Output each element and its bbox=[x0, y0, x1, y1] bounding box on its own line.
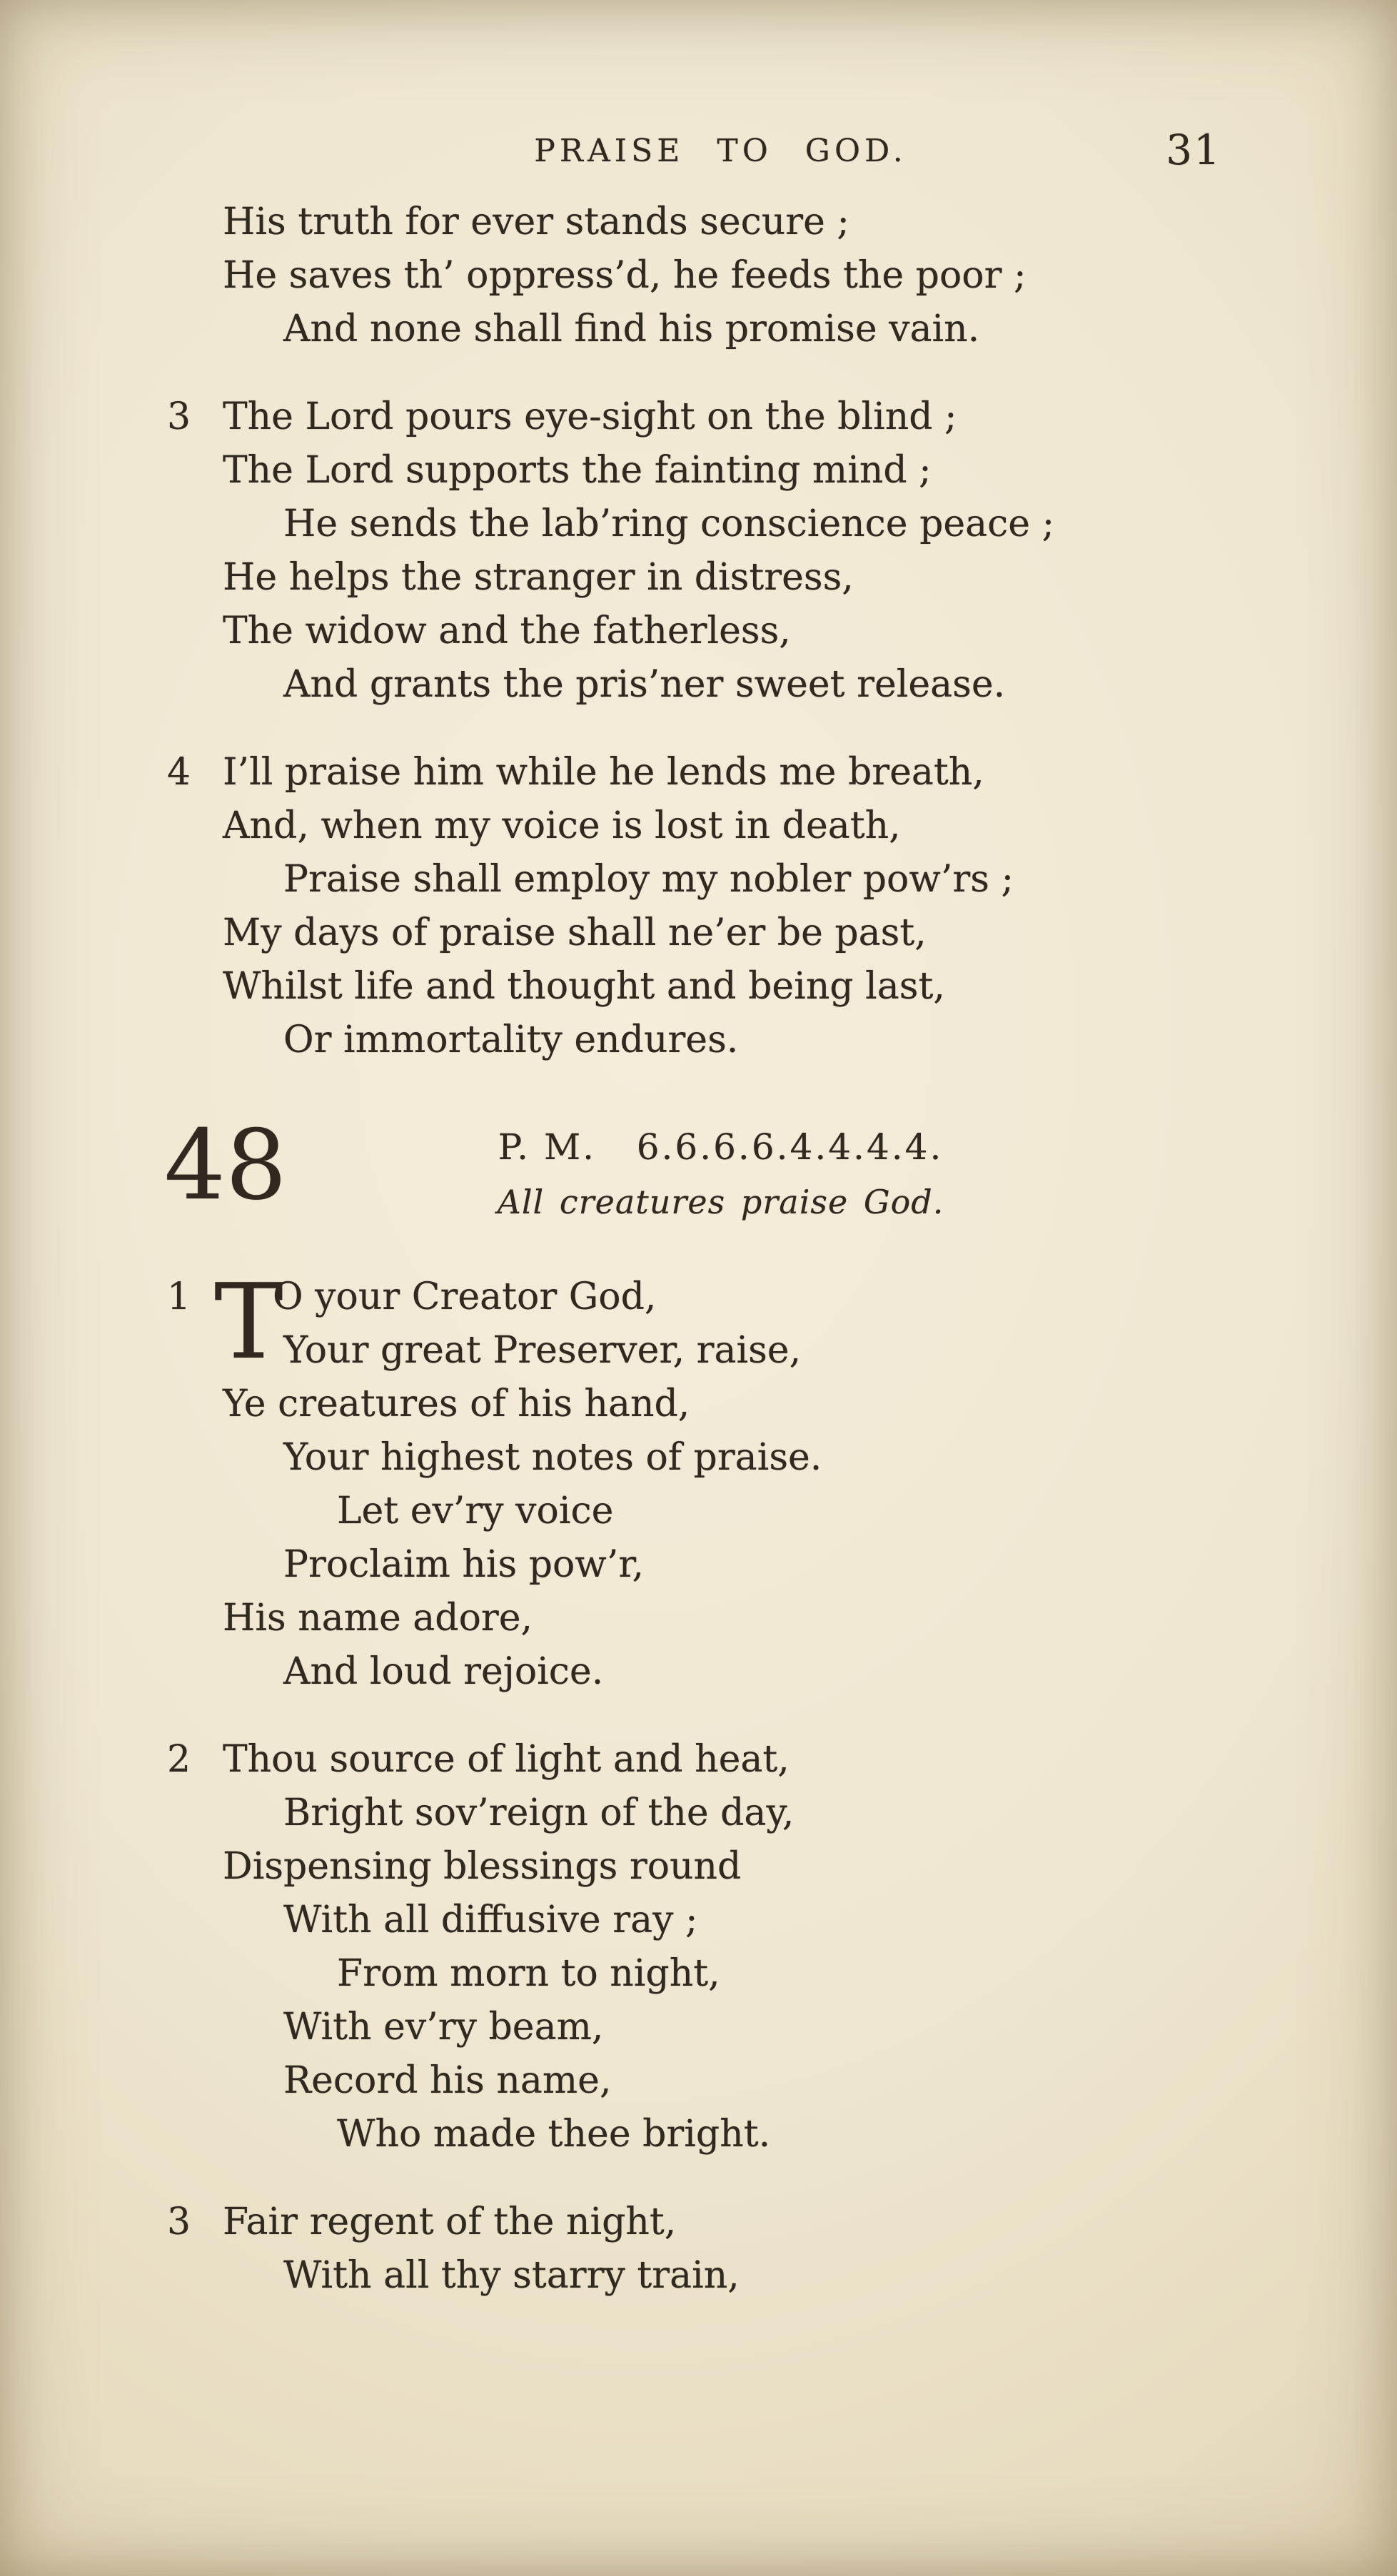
verse-text: I’ll praise him while he lends me breath, bbox=[223, 751, 984, 794]
verse-text: The Lord pours eye-sight on the blind ; bbox=[223, 395, 957, 438]
verse-line bbox=[223, 1645, 1219, 1699]
stanza-number: 3 bbox=[167, 395, 191, 438]
stanza bbox=[223, 196, 1219, 356]
verse-line bbox=[223, 906, 1219, 960]
verse-text: With all diffusive ray ; bbox=[283, 1899, 698, 1941]
verse-text: Let ev’ry voice bbox=[337, 1490, 614, 1532]
verse-text: And none shall find his promise vain. bbox=[283, 308, 980, 350]
verse-line bbox=[167, 2196, 1219, 2249]
hymn-subtitle: All creatures praise God. bbox=[497, 1183, 944, 1221]
verse-text: He sends the lab’ring conscience peace ; bbox=[283, 502, 1055, 545]
verse-text: Your highest notes of praise. bbox=[283, 1436, 822, 1479]
hymn-meter: P. M. 6.6.6.6.4.4.4.4. bbox=[498, 1126, 944, 1168]
verse-line bbox=[223, 551, 1219, 605]
hymn-previous-stanzas bbox=[167, 196, 1219, 1067]
verse-line bbox=[223, 1592, 1219, 1645]
verse-line bbox=[223, 249, 1219, 303]
verse-line bbox=[223, 1378, 1219, 1431]
verse-text: Thou source of light and heat, bbox=[223, 1738, 790, 1781]
verse-line bbox=[223, 799, 1219, 853]
verse-line bbox=[223, 1947, 1219, 2001]
verse-text: And, when my voice is lost in death, bbox=[223, 804, 901, 847]
page-content bbox=[164, 0, 1221, 2303]
stanza-number: 1 bbox=[167, 1276, 191, 1318]
stanza bbox=[167, 1262, 1219, 1699]
verse-line bbox=[167, 390, 1219, 444]
hymn-number: 48 bbox=[164, 1109, 287, 1221]
hymn-48-heading bbox=[164, 1109, 1219, 1229]
stanza-number: 2 bbox=[167, 1738, 191, 1781]
page-header bbox=[223, 126, 1221, 174]
verse-line bbox=[223, 2108, 1219, 2161]
verse-text: The widow and the fatherless, bbox=[223, 610, 791, 652]
verse-text: From morn to night, bbox=[337, 1952, 720, 1995]
verse-text: Whilst life and thought and being last, bbox=[223, 965, 945, 1008]
verse-line bbox=[223, 196, 1219, 249]
verse-line bbox=[223, 2001, 1219, 2054]
verse-text: Fair regent of the night, bbox=[223, 2201, 677, 2243]
verse-line bbox=[223, 1538, 1219, 1592]
verse-text: With all thy starry train, bbox=[283, 2254, 740, 2297]
page-number: 31 bbox=[1166, 126, 1221, 174]
verse-line bbox=[223, 1894, 1219, 1947]
running-title: PRAISE TO GOD. bbox=[534, 133, 907, 169]
hymn-48-stanzas bbox=[167, 1262, 1219, 2303]
verse-line bbox=[223, 1431, 1219, 1485]
stanza bbox=[167, 2196, 1219, 2303]
verse-line bbox=[223, 2054, 1219, 2108]
verse-line bbox=[223, 1014, 1219, 1067]
verse-text: He helps the stranger in distress, bbox=[223, 556, 854, 599]
verse-text: With ev’ry beam, bbox=[283, 2006, 604, 2049]
verse-text: Ye creatures of his hand, bbox=[223, 1383, 690, 1425]
verse-line bbox=[223, 1324, 1219, 1378]
verse-text: His truth for ever stands secure ; bbox=[223, 201, 849, 243]
verse-text: Proclaim his pow’r, bbox=[283, 1543, 645, 1586]
stanza-number: 4 bbox=[167, 751, 191, 794]
dropcap-letter: T bbox=[214, 1262, 283, 1383]
verse-line bbox=[223, 2249, 1219, 2303]
verse-line bbox=[223, 658, 1219, 712]
stanza bbox=[167, 1733, 1219, 2161]
stanza-number: 3 bbox=[167, 2201, 191, 2243]
verse-text: The Lord supports the fainting mind ; bbox=[223, 449, 932, 492]
verse-line bbox=[223, 853, 1219, 906]
verse-line bbox=[223, 960, 1219, 1014]
verse-line bbox=[223, 1485, 1219, 1538]
verse-line bbox=[167, 746, 1219, 799]
verse-line bbox=[223, 497, 1219, 551]
verse-text: Or immortality endures. bbox=[283, 1019, 739, 1061]
verse-text: Record his name, bbox=[283, 2059, 612, 2102]
verse-line bbox=[223, 303, 1219, 356]
verse-line bbox=[167, 1733, 1219, 1787]
stanza bbox=[167, 390, 1219, 712]
verse-text: His name adore, bbox=[223, 1597, 533, 1640]
verse-text: Dispensing blessings round bbox=[223, 1845, 742, 1888]
verse-text: And grants the pris’ner sweet release. bbox=[283, 663, 1006, 706]
verse-text: And loud rejoice. bbox=[283, 1650, 604, 1693]
verse-text: Bright sov’reign of the day, bbox=[283, 1792, 795, 1834]
verse-text: Who made thee bright. bbox=[337, 2113, 771, 2156]
verse-text: My days of praise shall ne’er be past, bbox=[223, 911, 927, 954]
verse-text: He saves th’ oppress’d, he feeds the poor ; bbox=[223, 254, 1027, 297]
verse-line bbox=[223, 1840, 1219, 1894]
verse-text: Your great Preserver, raise, bbox=[283, 1329, 802, 1372]
verse-text: Praise shall employ my nobler pow’rs ; bbox=[283, 858, 1014, 901]
verse-line bbox=[223, 605, 1219, 658]
verse-line bbox=[223, 1787, 1219, 1840]
stanza bbox=[167, 746, 1219, 1067]
verse-text: O your Creator God, bbox=[273, 1276, 657, 1318]
verse-line bbox=[223, 444, 1219, 497]
